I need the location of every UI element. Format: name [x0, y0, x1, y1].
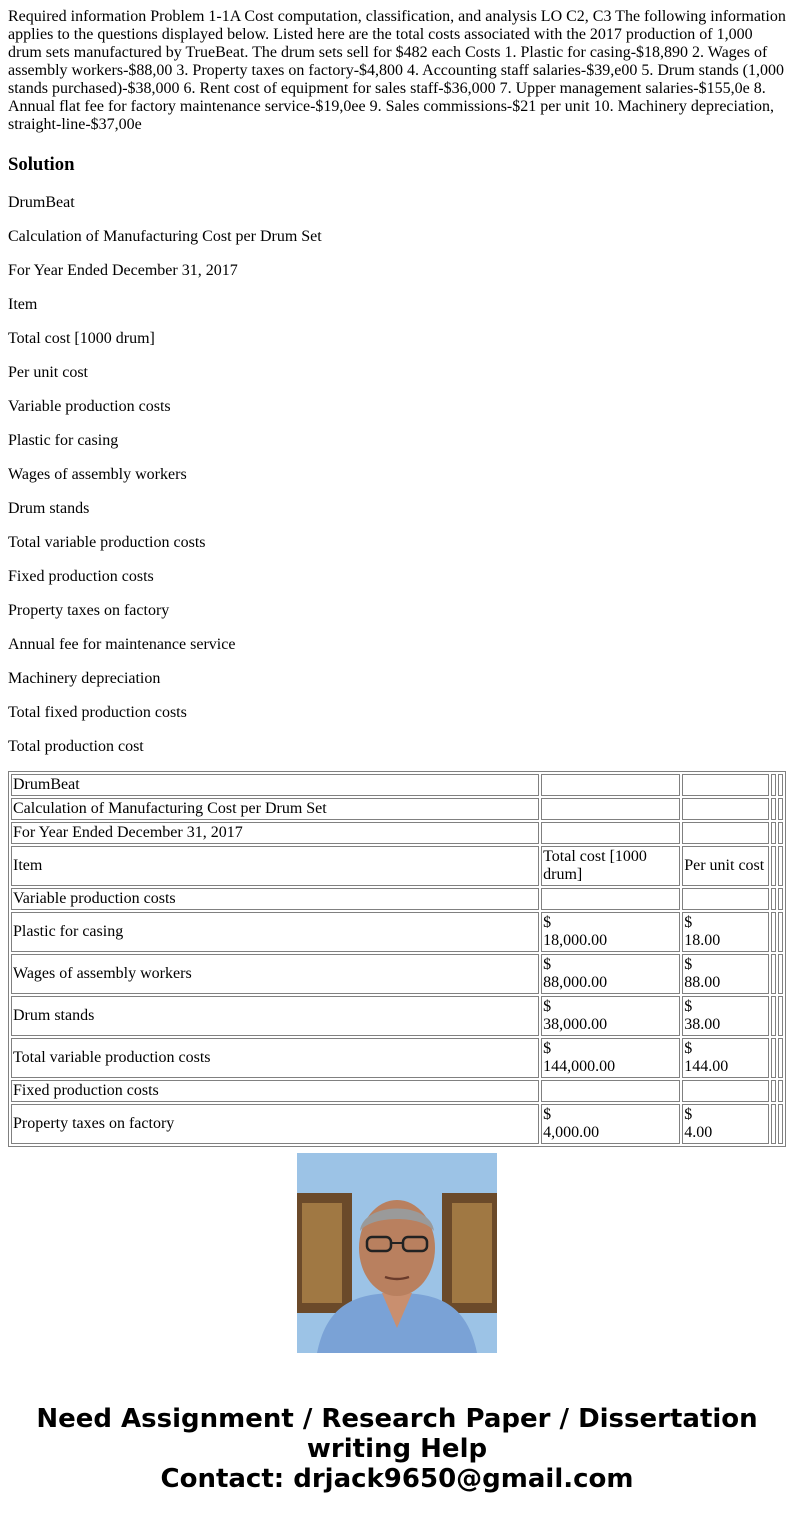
- avatar-portrait: [297, 1153, 497, 1353]
- empty-cell: [771, 954, 776, 994]
- solution-heading: Solution: [8, 154, 75, 175]
- empty-cell: [778, 954, 783, 994]
- table-row: [11, 912, 783, 952]
- banner-line: writing Help: [306, 1434, 488, 1464]
- empty-cell: [771, 912, 776, 952]
- empty-cell: [541, 822, 680, 844]
- table-row: [11, 1104, 783, 1144]
- row-unit: $ 18.00: [682, 912, 769, 952]
- row-item: Plastic for casing: [11, 912, 539, 952]
- empty-cell: [682, 822, 769, 844]
- solution-line: Total fixed production costs: [8, 704, 187, 721]
- row-unit: $ 4.00: [682, 1104, 769, 1144]
- section-row: [11, 1080, 783, 1102]
- help-banner: [0, 1404, 794, 1494]
- solution-line: Plastic for casing: [8, 432, 119, 449]
- banner-contact: Contact: drjack9650@gmail.com: [160, 1464, 634, 1494]
- table-title-cell: For Year Ended December 31, 2017: [11, 822, 539, 844]
- empty-cell: [778, 912, 783, 952]
- empty-cell: [778, 996, 783, 1036]
- section-row: [11, 888, 783, 910]
- header-per-unit-cost: Per unit cost: [682, 846, 769, 886]
- section-label: Fixed production costs: [11, 1080, 539, 1102]
- row-total: $ 38,000.00: [541, 996, 680, 1036]
- row-unit: $ 88.00: [682, 954, 769, 994]
- cost-table-container: [8, 771, 786, 1141]
- solution-line: DrumBeat: [8, 194, 75, 211]
- row-total: $ 88,000.00: [541, 954, 680, 994]
- solution-line: Wages of assembly workers: [8, 466, 187, 483]
- empty-cell: [778, 1104, 783, 1144]
- empty-cell: [778, 774, 783, 796]
- solution-line: Total variable production costs: [8, 534, 206, 551]
- solution-line: Per unit cost: [8, 364, 88, 381]
- row-total: $ 4,000.00: [541, 1104, 680, 1144]
- solution-line: Item: [8, 296, 38, 313]
- table-title-cell: DrumBeat: [11, 774, 539, 796]
- row-item: Total variable production costs: [11, 1038, 539, 1078]
- empty-cell: [778, 1038, 783, 1078]
- empty-cell: [771, 888, 776, 910]
- table-header-row: [11, 846, 783, 886]
- row-unit: $ 38.00: [682, 996, 769, 1036]
- page-content: [8, 8, 786, 772]
- empty-cell: [682, 888, 769, 910]
- author-avatar: [297, 1153, 497, 1353]
- empty-cell: [778, 846, 783, 886]
- solution-line: Drum stands: [8, 500, 90, 517]
- solution-line: Total production cost: [8, 738, 144, 755]
- table-row: [11, 1038, 783, 1078]
- section-label: Variable production costs: [11, 888, 539, 910]
- row-item: Drum stands: [11, 996, 539, 1036]
- solution-line: For Year Ended December 31, 2017: [8, 262, 238, 279]
- empty-cell: [771, 846, 776, 886]
- manufacturing-cost-table: [8, 771, 786, 1147]
- table-title-cell: Calculation of Manufacturing Cost per Drum Set: [11, 798, 539, 820]
- table-row: [11, 798, 783, 820]
- empty-cell: [778, 798, 783, 820]
- empty-cell: [771, 798, 776, 820]
- header-total-cost: Total cost [1000 drum]: [541, 846, 680, 886]
- row-item: Property taxes on factory: [11, 1104, 539, 1144]
- header-item: Item: [11, 846, 539, 886]
- row-item: Wages of assembly workers: [11, 954, 539, 994]
- table-row: [11, 954, 783, 994]
- row-unit: $ 144.00: [682, 1038, 769, 1078]
- row-total: $ 18,000.00: [541, 912, 680, 952]
- empty-cell: [771, 822, 776, 844]
- empty-cell: [541, 888, 680, 910]
- table-row: [11, 774, 783, 796]
- solution-line: Fixed production costs: [8, 568, 154, 585]
- empty-cell: [541, 1080, 680, 1102]
- table-row: [11, 822, 783, 844]
- solution-line: Machinery depreciation: [8, 670, 161, 687]
- empty-cell: [778, 888, 783, 910]
- empty-cell: [682, 1080, 769, 1102]
- empty-cell: [771, 1080, 776, 1102]
- banner-line: Need Assignment / Research Paper / Dissertation: [36, 1404, 758, 1434]
- empty-cell: [771, 1038, 776, 1078]
- empty-cell: [541, 798, 680, 820]
- empty-cell: [778, 822, 783, 844]
- solution-line: Total cost [1000 drum]: [8, 330, 155, 347]
- empty-cell: [771, 774, 776, 796]
- table-row: [11, 996, 783, 1036]
- empty-cell: [682, 774, 769, 796]
- empty-cell: [771, 1104, 776, 1144]
- empty-cell: [778, 1080, 783, 1102]
- row-total: $ 144,000.00: [541, 1038, 680, 1078]
- empty-cell: [682, 798, 769, 820]
- solution-line: Variable production costs: [8, 398, 171, 415]
- solution-line: Property taxes on factory: [8, 602, 170, 619]
- empty-cell: [541, 774, 680, 796]
- problem-statement: Required information Problem 1-1A Cost computation, classification, and analysis LO C2, C3 The following information applies to the questions displayed below. Listed here are the total costs associated with the 2017 production of 1,000 drum sets manufactured by TrueBeat. The drum sets sell for $482 each Costs 1. Plastic for casing-$18,890 2. Wages of assembly workers-$88,00 3. Property taxes on factory-$4,800 4. Accounting staff salaries-$39,e00 5. Drum stands (1,000 stands purchased)-$38,000 6. Rent cost of equipment for sales staff-$36,000 7. Upper management salaries-$155,0e 8. Annual flat fee for factory maintenance service-$19,0ee 9. Sales commissions-$21 per unit 10. Machinery depreciation, straight-line-$37,00e: [8, 8, 786, 133]
- solution-line: Calculation of Manufacturing Cost per Drum Set: [8, 228, 322, 245]
- empty-cell: [771, 996, 776, 1036]
- solution-line: Annual fee for maintenance service: [8, 636, 236, 653]
